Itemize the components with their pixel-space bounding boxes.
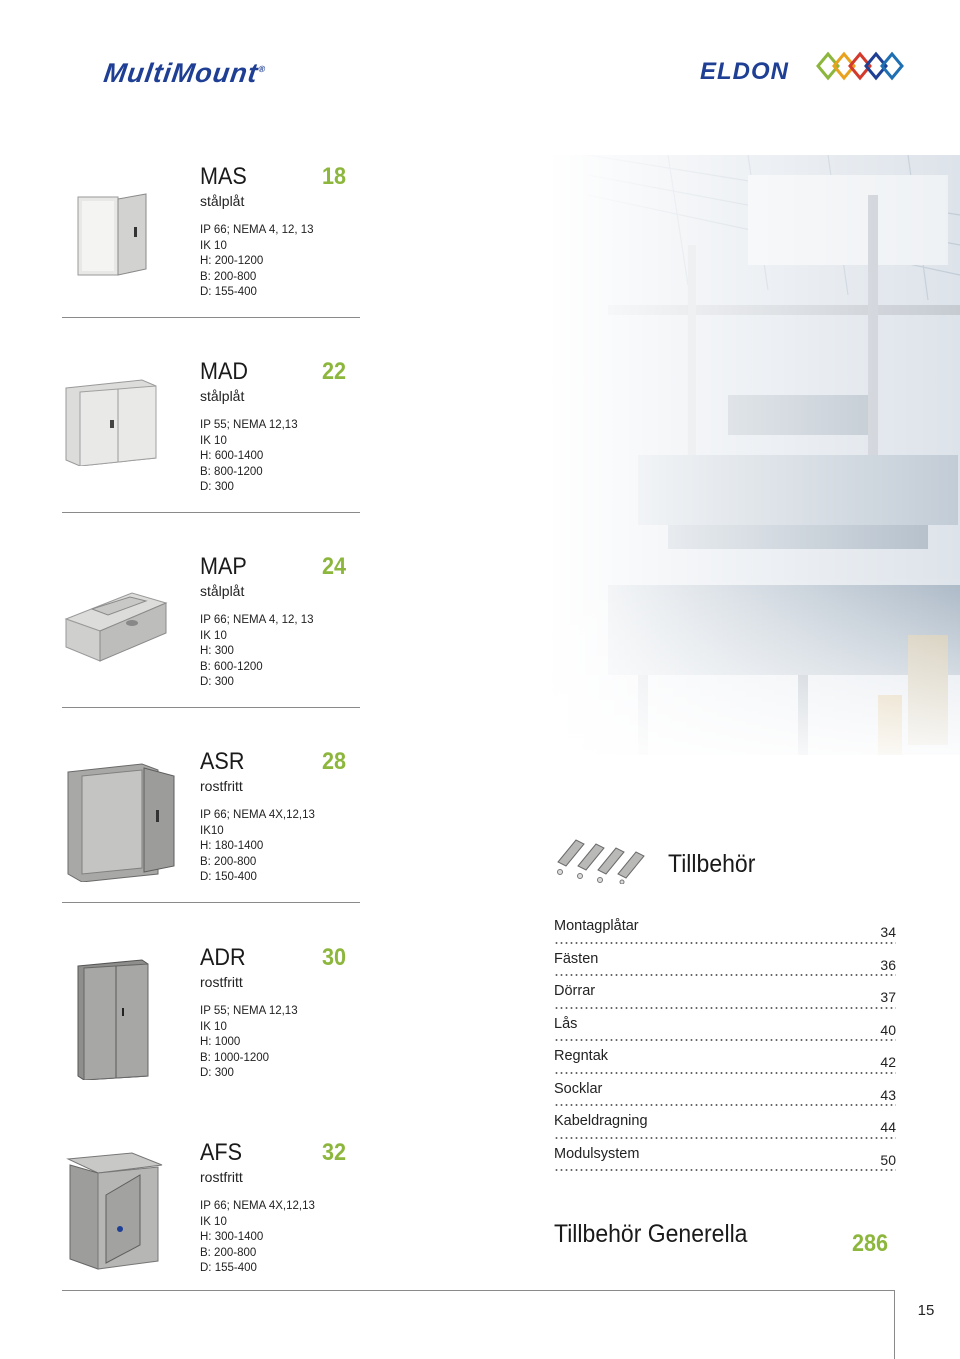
spec-line: IK 10 [200,1215,227,1228]
spec-line: IK 10 [200,239,227,252]
accessory-label: Dörrar [554,983,596,999]
product-material: stålplåt [200,388,245,404]
multimount-logo [102,58,268,89]
spec-list [200,418,298,496]
brackets-image [548,832,660,884]
accessory-label: Regntak [554,1048,609,1064]
section-divider [62,512,360,513]
spec-line: D: 300 [200,676,234,688]
spec-list [200,808,315,886]
section-divider [62,317,360,318]
spec-line: IP 66; NEMA 4, 12, 13 [200,614,314,626]
footer-rule [62,1290,895,1291]
accessory-page: 44 [880,1119,896,1135]
spec-line: IK 10 [200,1020,227,1033]
product-name: MAP [200,553,247,580]
spec-line: D: 300 [200,1067,234,1079]
accessory-page: 42 [880,1054,896,1070]
accessory-item[interactable] [554,912,896,945]
accessory-item[interactable] [554,1107,896,1140]
accessory-page: 40 [880,1021,896,1038]
accessory-label: Modulsystem [554,1145,640,1162]
spec-line: B: 800-1200 [200,465,263,478]
page-reference[interactable]: 18 [322,163,347,190]
product-material: rostfritt [200,974,243,990]
accessory-item[interactable] [554,977,896,1010]
spec-line: D: 300 [200,481,234,493]
registered-mark: ® [257,64,267,74]
accessory-label: Fästen [554,950,599,967]
multimount-logo-text: MultiMount [101,58,261,88]
accessory-page: 50 [880,1151,896,1168]
spec-line: IK10 [200,824,224,837]
product-asr [62,748,362,928]
footer-divider [894,1290,895,1359]
spec-line: D: 155-400 [200,286,257,298]
page-reference[interactable]: 28 [322,748,347,775]
product-name: MAS [200,163,247,190]
product-name: ADR [200,944,246,971]
spec-list [200,1004,298,1082]
accessories-title: Tillbehör [668,850,756,878]
accessories-list [554,912,896,1172]
spec-line: IP 55; NEMA 12,13 [200,419,298,431]
enclosure-mas-image [62,193,152,279]
spec-line: D: 155-400 [200,1262,257,1274]
accessory-item[interactable] [554,945,896,978]
page-reference[interactable]: 22 [322,358,347,385]
spec-line: D: 150-400 [200,871,257,883]
spec-line: B: 1000-1200 [200,1051,270,1064]
product-name: ASR [200,748,245,775]
page-reference[interactable]: 32 [322,1139,347,1166]
enclosure-asr-image [62,760,178,882]
spec-line: IP 55; NEMA 12,13 [200,1005,298,1017]
enclosure-mad-image [62,378,158,466]
spec-list [200,613,314,691]
page-number: 15 [917,1302,935,1319]
product-afs [62,1139,362,1319]
product-material: rostfritt [200,778,243,794]
spec-line: B: 200-800 [200,1246,257,1259]
page-reference[interactable]: 30 [322,944,347,971]
accessory-item[interactable] [554,1010,896,1043]
spec-line: IK 10 [200,434,227,447]
product-mad [62,358,362,538]
product-name: AFS [200,1139,243,1166]
enclosure-afs-image [62,1151,174,1273]
product-map [62,553,362,733]
enclosure-adr-image [62,958,152,1080]
spec-line: B: 600-1200 [200,660,263,673]
section-divider [62,707,360,708]
spec-line: H: 200-1200 [200,255,264,267]
spec-line: H: 1000 [200,1036,241,1048]
spec-line: IP 66; NEMA 4X,12,13 [200,809,315,821]
accessory-item[interactable] [554,1075,896,1108]
eldon-diamond-logo [806,46,906,86]
page-reference[interactable]: 24 [322,553,347,580]
spec-line: H: 180-1400 [200,840,264,852]
section-divider [62,902,360,903]
spec-line: IK 10 [200,629,227,642]
accessory-label: Lås [554,1015,578,1032]
product-adr [62,944,362,1124]
accessory-page: 34 [880,924,896,940]
spec-line: H: 300 [200,645,234,657]
accessory-label: Socklar [554,1080,603,1097]
product-mas [62,163,362,343]
general-accessories-page[interactable]: 286 [852,1230,889,1257]
spec-line: IP 66; NEMA 4, 12, 13 [200,224,314,236]
product-material: rostfritt [200,1169,243,1185]
product-material: stålplåt [200,583,245,599]
spec-line: IP 66; NEMA 4X,12,13 [200,1200,315,1212]
spec-line: B: 200-800 [200,855,257,868]
spec-list [200,1199,315,1277]
accessory-label: Montagplåtar [554,918,639,934]
enclosure-map-image [62,589,170,665]
general-accessories-title: Tillbehör Generella [554,1220,748,1248]
spec-line: H: 600-1400 [200,450,264,462]
accessory-page: 37 [880,989,896,1005]
accessory-item[interactable] [554,1042,896,1075]
accessory-page: 43 [880,1086,896,1103]
product-material: stålplåt [200,193,245,209]
accessory-label: Kabeldragning [554,1113,648,1129]
spec-line: B: 200-800 [200,270,257,283]
accessory-page: 36 [880,956,896,973]
spec-line: H: 300-1400 [200,1231,264,1243]
eldon-logo-text: ELDON [700,58,789,85]
spec-list [200,223,314,301]
accessory-item[interactable] [554,1140,896,1173]
product-name: MAD [200,358,249,385]
factory-photo [548,155,960,755]
